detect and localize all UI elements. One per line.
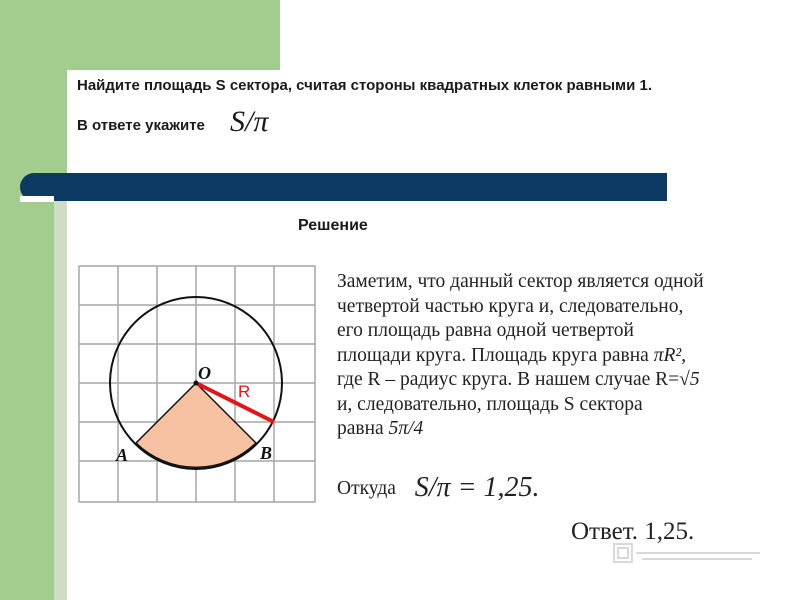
result-line — [337, 470, 539, 502]
solution-line-4-text: площади круга. Площадь круга равна — [337, 344, 649, 366]
task-formula: S/π — [230, 105, 269, 138]
result-label: Откуда — [337, 478, 396, 499]
area-formula: πR², — [653, 344, 687, 366]
label-b: B — [260, 443, 273, 463]
solution-line-2: четвертой частью круга и, следовательно, — [337, 295, 684, 317]
solution-line-5-text: где R – радиус круга. В нашем случае R= — [337, 369, 680, 390]
solution-heading: Решение — [298, 217, 368, 234]
task-answer-prefix: В ответе укажите — [77, 117, 205, 134]
solution-line-4 — [337, 344, 767, 369]
solution-line-3: его площадь равна одной четвертой — [337, 320, 634, 341]
decor-bar-gap — [20, 196, 54, 202]
task-answer-line — [77, 105, 269, 138]
solution-line-7 — [337, 417, 767, 442]
label-r: R — [238, 382, 251, 401]
result-formula: S/π = 1,25. — [414, 472, 540, 503]
geometry-figure — [78, 265, 318, 505]
label-a: A — [116, 445, 129, 465]
watermark-logo — [612, 540, 762, 570]
sector-area-formula: 5π/4 — [388, 418, 424, 439]
label-o: O — [198, 363, 211, 383]
decor-blue-bar — [20, 173, 667, 201]
solution-line-5 — [337, 368, 767, 393]
solution-line-7-text: равна — [337, 418, 384, 439]
solution-line-6: и, следовательно, площадь S сектора — [337, 393, 643, 415]
decor-gray-strip — [54, 190, 67, 600]
task-text: Найдите площадь S сектора, считая стороны квадратных клеток равными 1. — [77, 77, 653, 94]
solution-line-1: Заметим, что данный сектор является одной — [337, 271, 704, 292]
final-answer: Ответ. 1,25. — [571, 518, 695, 545]
radius-value: √5 — [679, 369, 700, 390]
solution-text — [337, 270, 767, 442]
